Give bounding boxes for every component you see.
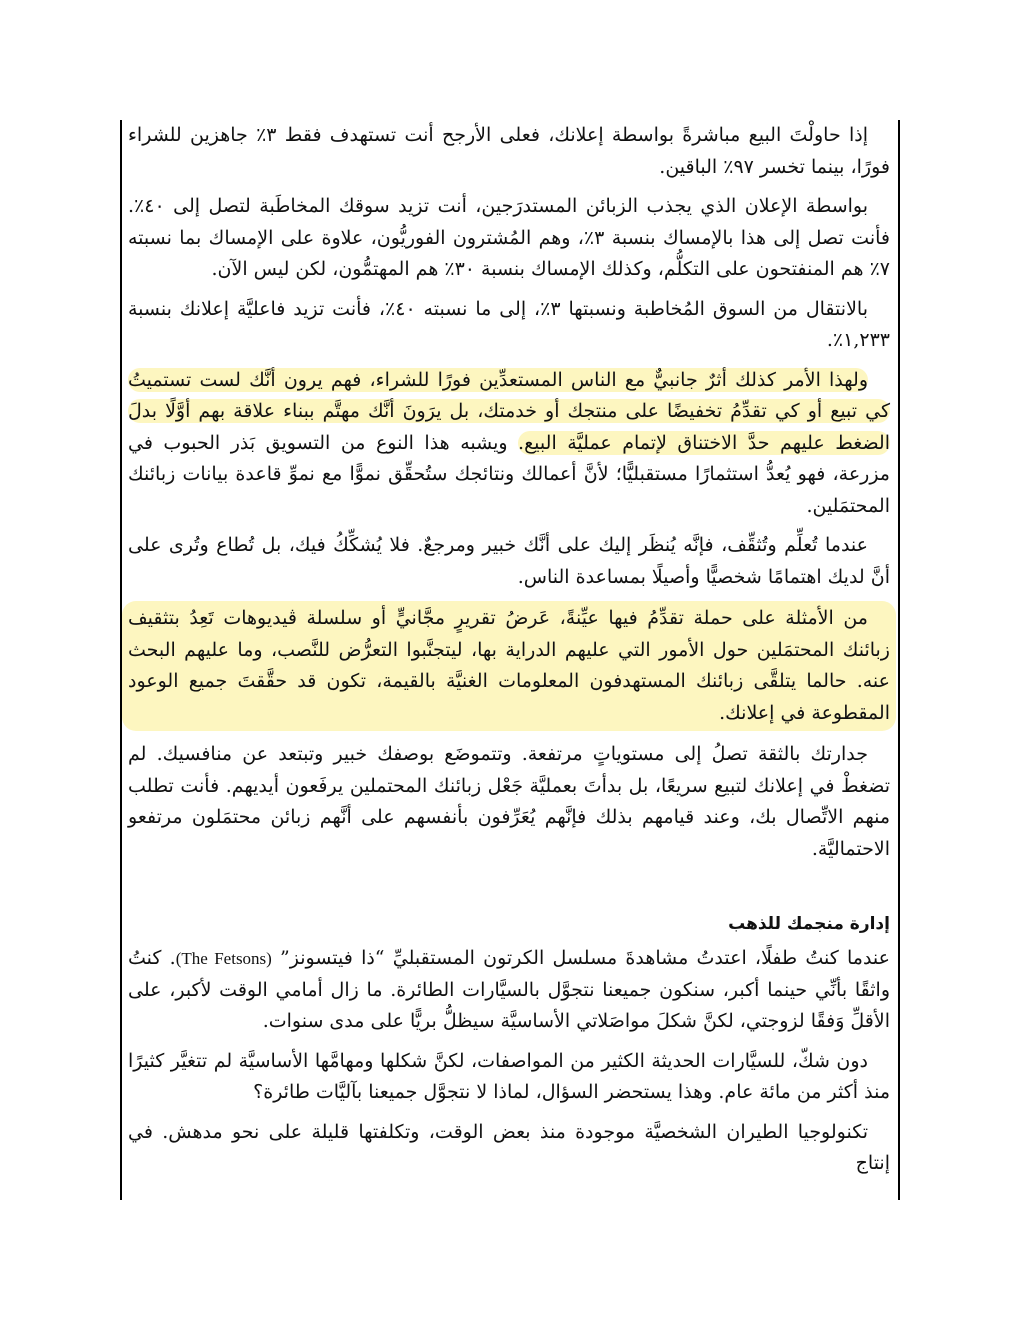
section-heading: إدارة منجمك للذهب	[728, 914, 890, 934]
highlighted-text: ولهذا الأمر كذلك أثرٌ جانبيٌّ مع الناس المستعدِّين فورًا للشراء، فهم يرون أنَّك لست تستميتُ كي تبيع أو كي تقدِّمُ تخفيضًا على منتجك أو خدمتك، بل يرَونَ أنَّك مهتَّم ببناء علاقة بهم أوَّلًا بدلَ الضغط عليهم حدَّ الاختناق لإتمام عمليَّة البيع.	[128, 368, 890, 454]
paragraph-5: عندما تُعلِّم وتُثقِّف، فإنَّه يُنظَر إليك على أنَّك خبير ومرجعٌ. فلا يُشكِّكُ فيك، بل تُطاع وتُرى على أنَّ لديك اهتمامًا شخصيًّا وأصيلًا بمساعدة الناس.	[128, 534, 890, 588]
paragraph-4-continuation: ويشبه هذا النوع من التسويق بَذر الحبوب في مزرعة، فهو يُعدُّ استثمارًا مستقبليًّا؛ لأنَّ أعمالك ونتائجك ستُحقِّق نموًّا مع نموِّ قاعدة بيانات زبائنك المحتمَلين.	[128, 431, 890, 517]
section-paragraph-1-end: . كنتُ واثقًا بأنِّي حينما أكبر، سنكون جميعنا نتجوَّل بالسيَّارات الطائرة. ما زال أمامي الوقت لأكبر، على الأقلِّ وَفقًا لزوجتي، لكنَّ شكلَ مواصَلاتي الأساسيَّة سيظلُّ بريًّا على مدى سنوات.	[128, 947, 890, 1032]
paragraph-3: بالانتقال من السوق المُخاطبة ونسبتها ٣٪، إلى ما نسبته ٤٠٪، فأنت تزيد فاعليَّة إعلانك بنسبة ١,٢٣٣٪.	[128, 297, 890, 351]
paragraph-6-highlighted: من الأمثلة على حملة تقدِّمُ فيها عيِّنةً، عَرضُ تقريرٍ مجَّانيٍّ أو سلسلة ڤيديوهات تَعِدُ بتثقيف زبائنك المحتمَلين حول الأمور التي عليهم الدراية بها، ليتجنَّبوا التعرُّض للنَّصب، وما عليهم البحث عنه. حالما يتلقَّى زبائنك المستهدفون المعلومات الغنيَّة بالقيمة، تكون قد حقَّقتَ جميع الوعود المقطوعة في إعلانك.	[122, 601, 896, 731]
document-body	[128, 120, 890, 1188]
paragraph-2: بواسطة الإعلان الذي يجذب الزبائن المستدرَجين، أنت تزيد سوقك المخاطَبة لتصل إلى ٤٠٪. فأنت تصل إلى هذا بالإمساك بنسبة ٣٪، وهم المُشترون الفوريُّون، علاوة على الإمساك بما نسبته ٧٪ هم المنفتحون على التكلُّم، وكذلك الإمساك بنسبة ٣٠٪ هم المهتمُّون، لكن ليس الآن.	[128, 195, 890, 280]
section-paragraph-1-start: عندما كنتُ طفلًا، اعتدتُ مشاهدةَ مسلسل الكرتون المستقبليِّ “ذا فيتسونز”	[271, 947, 891, 969]
document-page	[120, 120, 900, 1200]
section-paragraph-1	[128, 943, 890, 1038]
paragraph-4	[128, 365, 890, 523]
latin-title: (The Fetsons)	[175, 949, 272, 968]
section-paragraph-2: دون شكّ، للسيَّارات الحديثة الكثير من المواصفات، لكنَّ شكلها ومهامَّها الأساسيَّة لم تتغيَّر كثيرًا منذ أكثر من مائة عام. وهذا يستحضر السؤال، لماذا لا نتجوَّل جميعنا بآليَّات طائرة؟	[128, 1049, 890, 1103]
paragraph-1: إذا حاولْتَ البيع مباشرةً بواسطة إعلانك، فعلى الأرجح أنت تستهدف فقط ٣٪ جاهزين للشراء فورًا، بينما تخسر ٩٧٪ الباقين.	[128, 124, 890, 178]
section-paragraph-3: تكنولوجيا الطيران الشخصيَّة موجودة منذ بعض الوقت، وتكلفتها قليلة على نحو مدهش. في إنتاج	[128, 1120, 890, 1174]
paragraph-7: جدارتك بالثقة تصلُ إلى مستوياتٍ مرتفعة. وتتموضَع بوصفك خبير وتبتعد عن منافسيك. لم تضغطْ في إعلانك لتبيع سريعًا، بل بدأتَ بعمليَّة جَعْل زبائنك المحتملين يرفَعون أيديهم. فأنت تطلب منهم الاتِّصال بك، وعند قيامهم بذلك فإنَّهم يُعَرِّفون بأنفسهم على أنَّهم زبائن محتمَلون مرتفعو الاحتماليَّة.	[128, 743, 890, 860]
